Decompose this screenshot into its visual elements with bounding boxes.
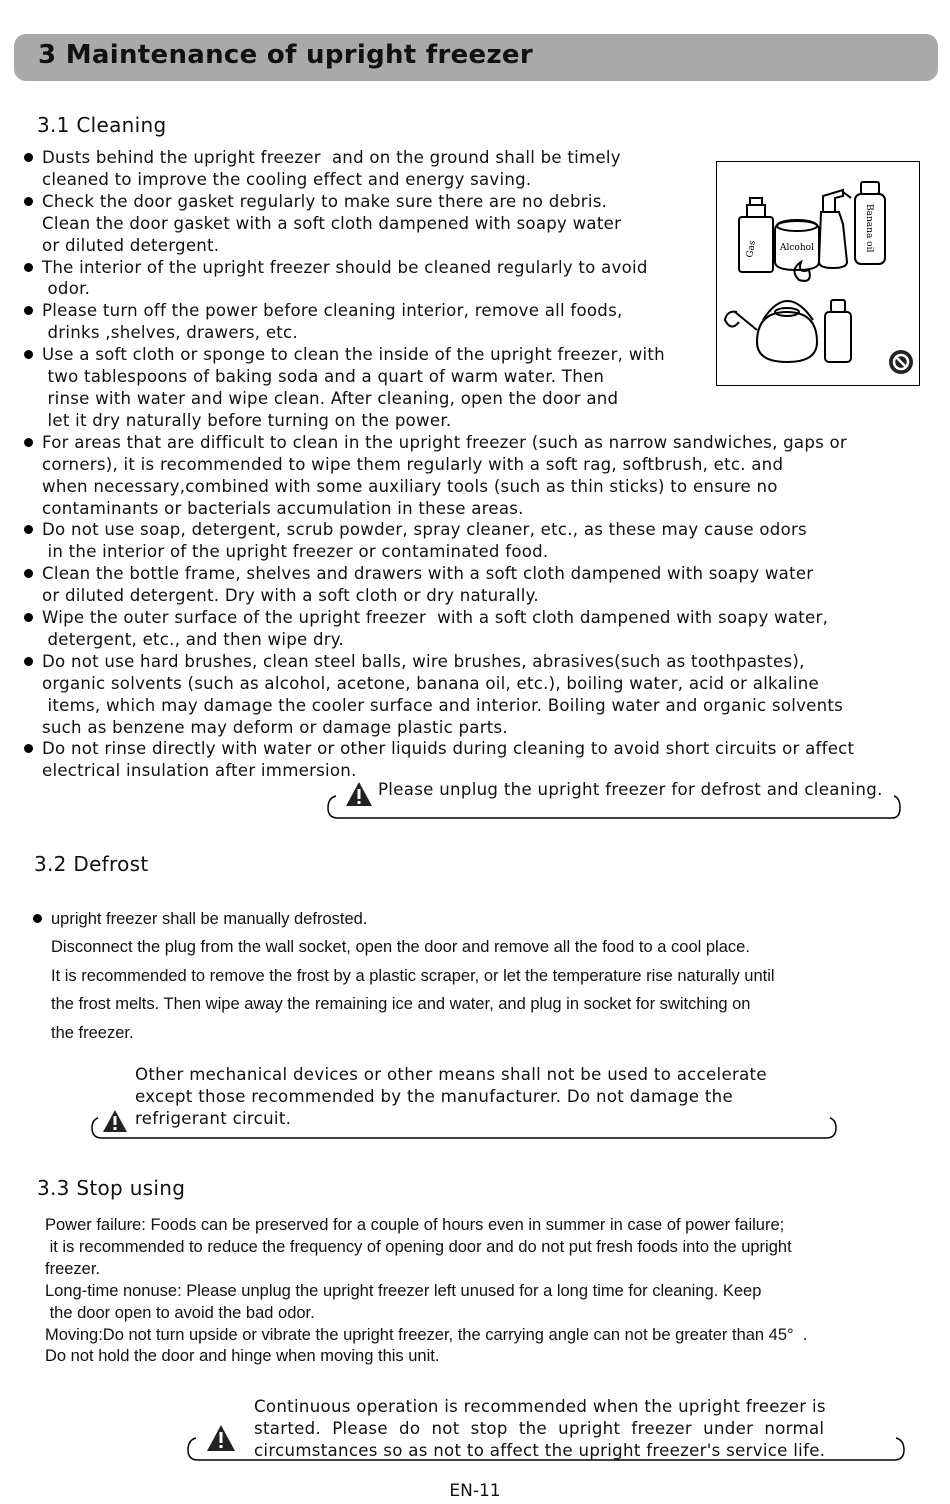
cleaning-warning-callout: [326, 780, 906, 820]
list-item: Do not rinse directly with water or other liquids during cleaning to avoid short circuits or affect electrical insulation after immersion.: [22, 738, 854, 782]
section-title-cleaning: 3.1 Cleaning: [37, 113, 167, 137]
list-item: Use a soft cloth or sponge to clean the inside of the upright freezer, with two tablespoons of baking soda and a quart of warm water. Then rinse with water and wipe clean. After cleaning, open the door and let it dry naturally before turning on the power.: [22, 344, 854, 432]
section-title-stop-using: 3.3 Stop using: [37, 1176, 186, 1200]
defrost-line: the freezer.: [51, 1023, 134, 1042]
defrost-warning-text: Other mechanical devices or other means shall not be used to accelerate except those recommended by the manufacturer. Do not damage the refrigerant circuit.: [135, 1065, 767, 1128]
defrost-line: the frost melts. Then wipe away the remaining ice and water, and plug in socket for switching on: [51, 995, 751, 1014]
section-title-defrost: 3.2 Defrost: [34, 852, 149, 876]
label-alcohol: Alcohol: [780, 243, 814, 253]
stop-warning-callout: [186, 1394, 908, 1466]
warning-icon: [345, 781, 373, 807]
label-banana-oil: Banana oil: [864, 204, 874, 253]
defrost-line: upright freezer shall be manually defrosted.: [51, 910, 368, 928]
stop-line: Long-time nonuse: Please unplug the upright freezer left unused for a long time for cleaning. Keep: [45, 1281, 762, 1300]
list-item: Do not use hard brushes, clean steel balls, wire brushes, abrasives(such as toothpastes), organic solvents (such as alcohol, acetone, banana oil, etc.), boiling water, acid or alkaline items, which may damage the cooler surface and interior. Boiling water and organic solvents such as benzene may deform or damage plastic parts.: [22, 651, 854, 739]
section-header: [14, 34, 938, 81]
list-item: For areas that are difficult to clean in the upright freezer (such as narrow sandwiches, gaps or corners), it is recommended to wipe them regularly with a soft rag, softbrush, etc. and when necessary,combined with some auxiliary tools (such as thin sticks) to ensure no contaminants or bacterials accumulation in these areas.: [22, 432, 854, 520]
cleaning-agents-illustration: [716, 161, 920, 386]
defrost-text: [30, 905, 775, 1047]
stop-using-text: [45, 1215, 807, 1368]
prohibited-icon: [889, 350, 913, 374]
warning-icon: [206, 1424, 236, 1452]
list-item: Please turn off the power before cleaning interior, remove all foods, drinks ,shelves, drawers, etc.: [22, 300, 854, 344]
list-item: Check the door gasket regularly to make sure there are no debris. Clean the door gasket with a soft cloth dampened with soapy water or diluted detergent.: [22, 191, 854, 257]
stop-line: the door open to avoid the bad odor.: [45, 1303, 315, 1322]
bullet-icon: [33, 914, 42, 923]
page-number: EN-11: [449, 1481, 501, 1501]
stop-warning-text: Continuous operation is recommended when the upright freezer is started. Please do not stop the upright freezer under normal circumstances so as not to affect the upright freezer's service life.: [254, 1397, 826, 1460]
list-item: The interior of the upright freezer should be cleaned regularly to avoid odor.: [22, 257, 854, 301]
label-gas: Gas: [745, 239, 758, 259]
list-item: Do not use soap, detergent, scrub powder, spray cleaner, etc., as these may cause odors in the interior of the upright freezer or contaminated food.: [22, 519, 854, 563]
list-item: Dusts behind the upright freezer and on the ground shall be timely cleaned to improve the cooling effect and energy saving.: [22, 147, 854, 191]
stop-line: freezer.: [45, 1259, 101, 1278]
stop-line: it is recommended to reduce the frequency of opening door and do not put fresh foods into the upright: [45, 1237, 792, 1256]
list-item: Wipe the outer surface of the upright freezer with a soft cloth dampened with soapy water, detergent, etc., and then wipe dry.: [22, 607, 854, 651]
defrost-warning-callout: [90, 1062, 840, 1142]
list-item: Clean the bottle frame, shelves and drawers with a soft cloth dampened with soapy water or diluted detergent. Dry with a soft cloth or dry naturally.: [22, 563, 854, 607]
defrost-bullet: [30, 905, 775, 933]
defrost-line: Disconnect the plug from the wall socket, open the door and remove all the food to a cool place.: [51, 938, 750, 957]
page-title: 3 Maintenance of upright freezer: [38, 40, 533, 70]
stop-line: Moving:Do not turn upside or vibrate the upright freezer, the carrying angle can not be greater than 45° .: [45, 1325, 808, 1344]
defrost-line: It is recommended to remove the frost by a plastic scraper, or let the temperature rise naturally until: [51, 966, 775, 985]
stop-line: Power failure: Foods can be preserved for a couple of hours even in summer in case of power failure;: [45, 1216, 785, 1234]
prohibited-agents-drawing: [717, 162, 918, 384]
warning-icon: [102, 1109, 128, 1133]
cleaning-warning-text: Please unplug the upright freezer for defrost and cleaning.: [378, 780, 883, 799]
stop-line: Do not hold the door and hinge when moving this unit.: [45, 1347, 440, 1366]
